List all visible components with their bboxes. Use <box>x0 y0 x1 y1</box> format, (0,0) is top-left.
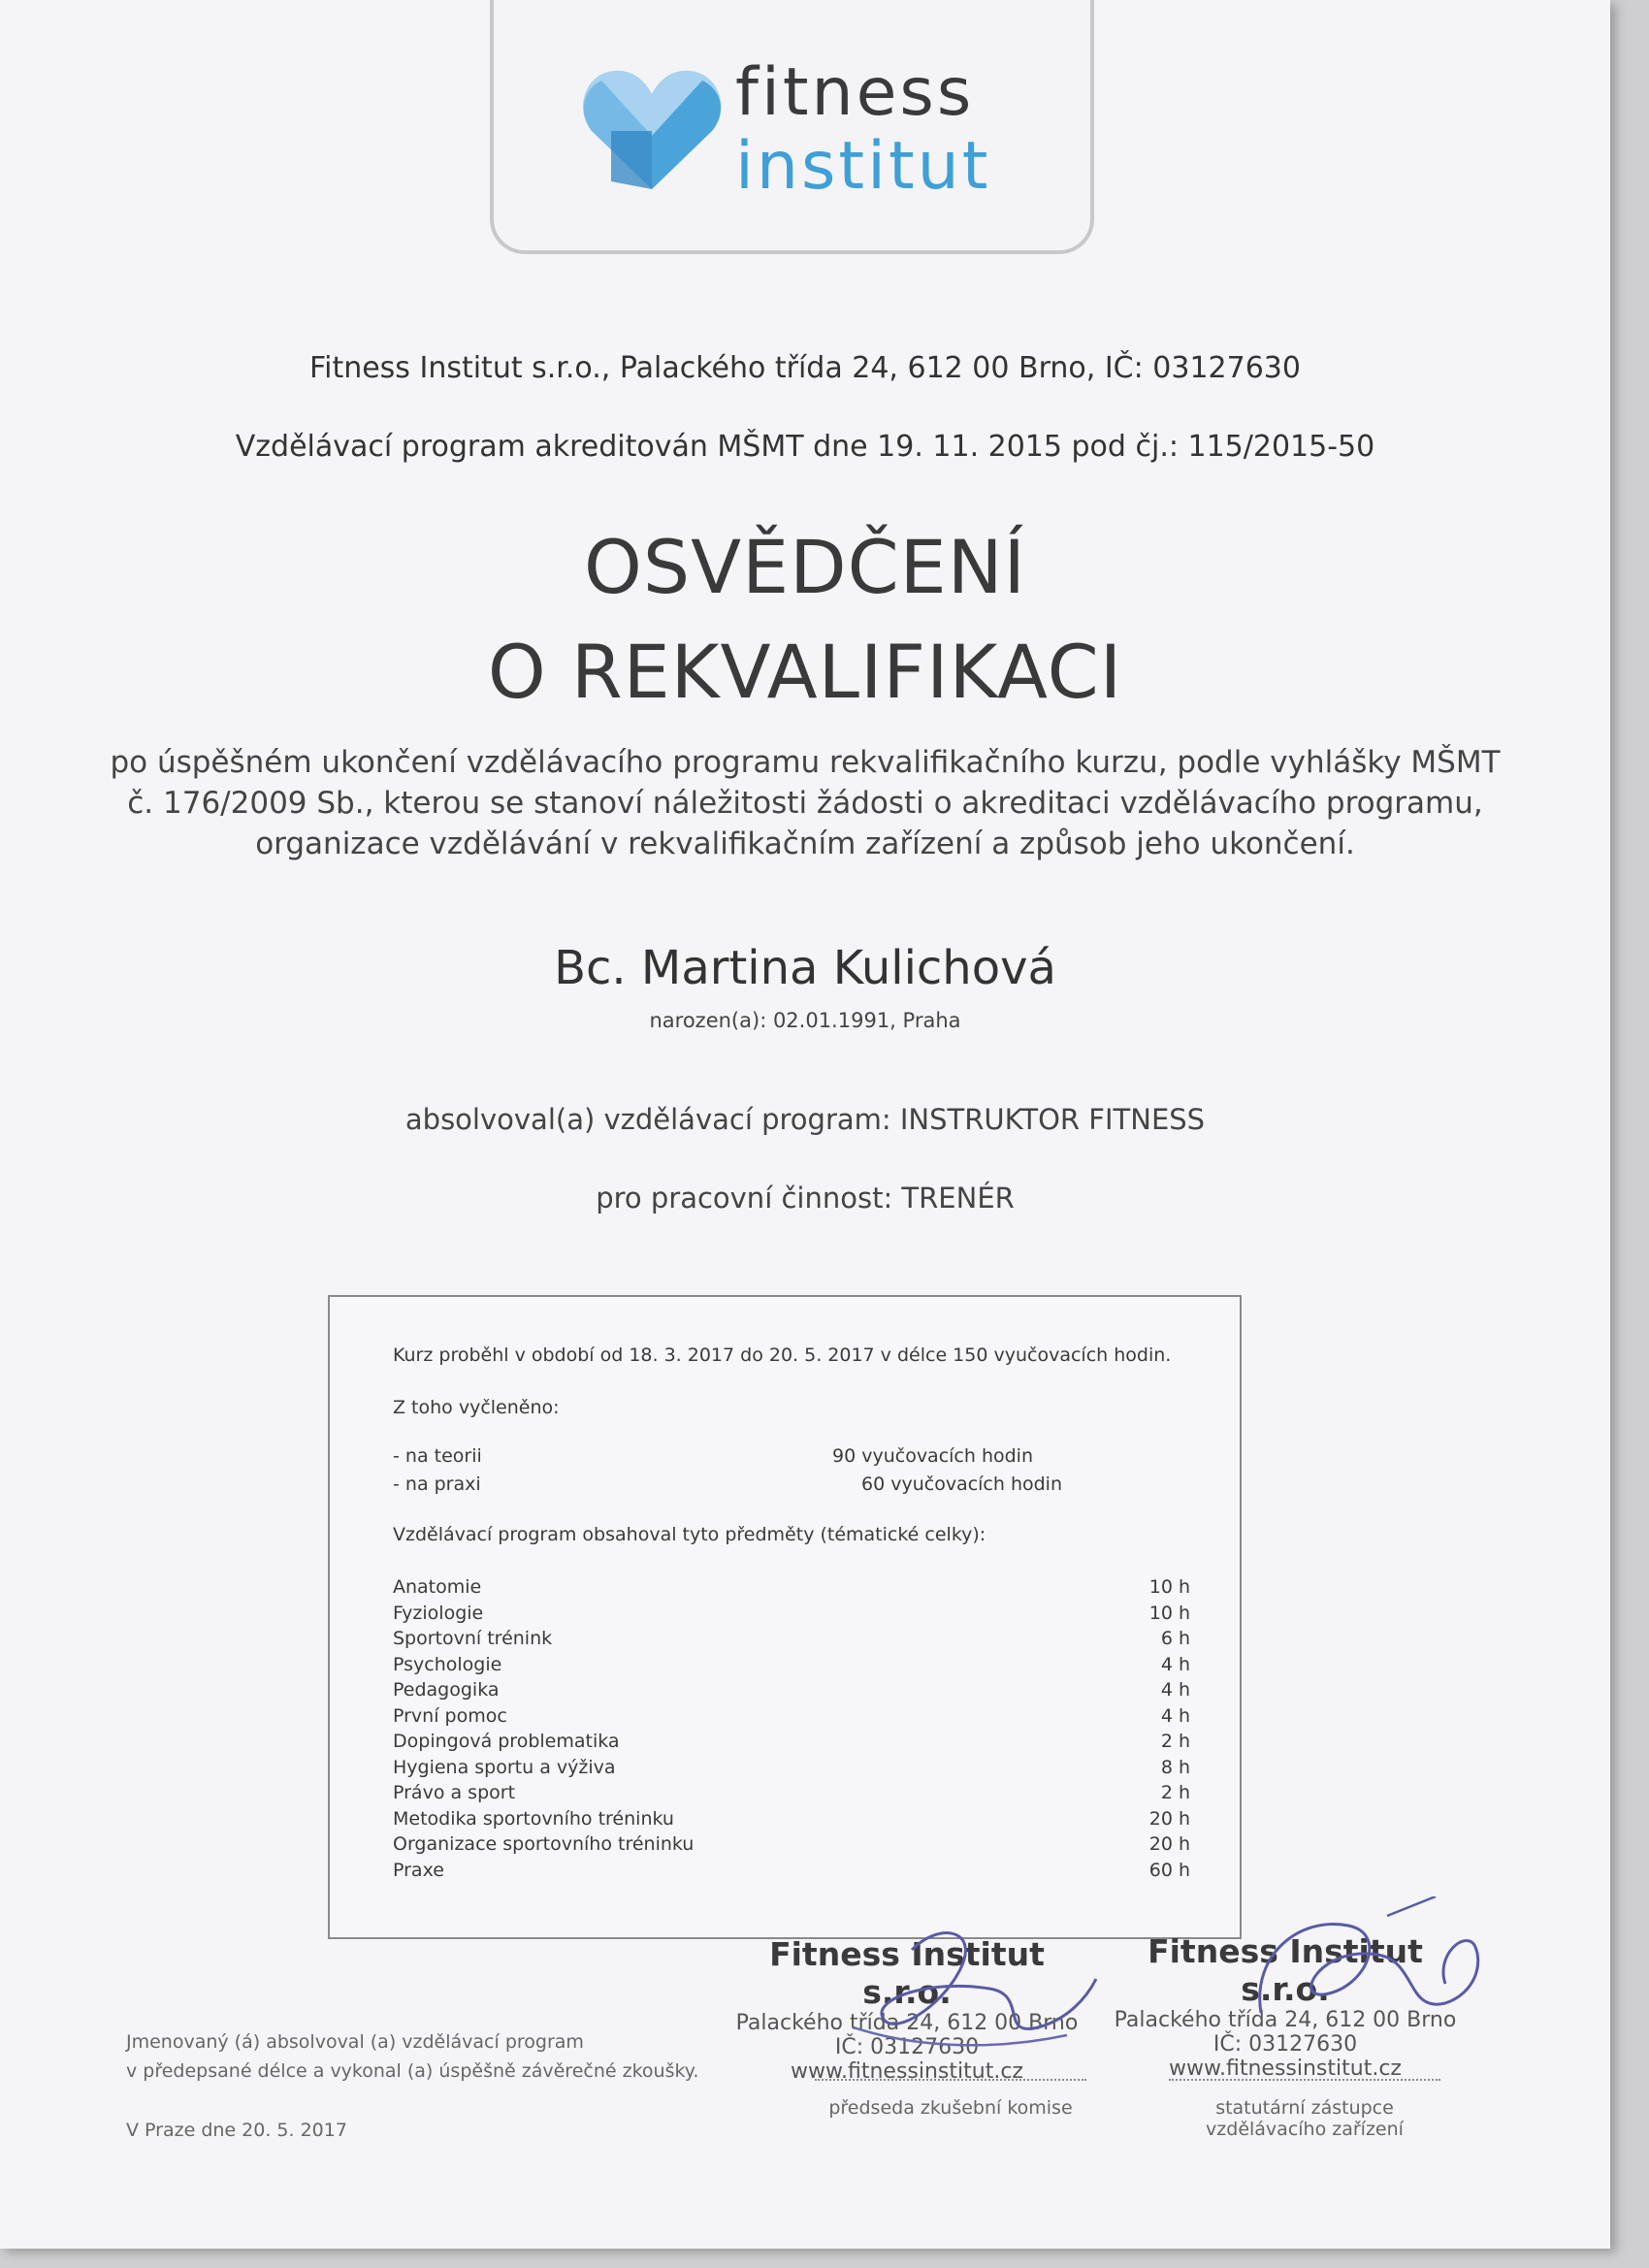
title-line-2: O REKVALIFIKACI <box>487 629 1123 715</box>
subject-name: Pedagogika <box>393 1679 500 1701</box>
completion-note <box>126 2027 698 2086</box>
subject-name: Sportovní trénink <box>393 1628 553 1649</box>
subject-hours: 4 h <box>1160 1705 1190 1727</box>
subject-name: Organizace sportovního tréninku <box>393 1833 695 1855</box>
stamp-left-address: Palackého třída 24, 612 00 Brno <box>735 2011 1079 2035</box>
right-role-line-1: statutární zástupce <box>1215 2097 1394 2119</box>
lead-line-1: po úspěšném ukončení vzdělávacího programu rekvalifikačního kurzu, podle vyhlášky MŠMT <box>110 745 1501 780</box>
stamp-right-web: www.fitnessinstitut.cz <box>1169 2057 1402 2081</box>
subject-row <box>393 1603 1190 1628</box>
subject-row <box>393 1705 1190 1731</box>
subject-row <box>393 1833 1190 1859</box>
stamp-right-address: Palackého třída 24, 612 00 Brno <box>1114 2008 1457 2032</box>
subject-hours: 2 h <box>1160 1782 1190 1803</box>
signature-line-left <box>815 2079 1086 2081</box>
completion-note-line-2: v předepsané délce a vykonal (a) úspěšně závěrečné zkoušky. <box>126 2060 699 2082</box>
work-line: pro pracovní činnost: TRENÉR <box>596 1182 1015 1215</box>
lead-paragraph <box>0 742 1610 864</box>
heart-logo-icon <box>582 63 723 194</box>
theory-label: - na teorii <box>393 1445 482 1467</box>
company-line: Fitness Institut s.r.o., Palackého třída 24, 612 00 Brno, IČ: 03127630 <box>309 351 1301 385</box>
subject-name: Hygiena sportu a výživa <box>393 1757 616 1778</box>
subject-row <box>393 1576 1190 1602</box>
subject-row <box>393 1679 1190 1704</box>
place-date: V Praze dne 20. 5. 2017 <box>126 2120 347 2141</box>
stamp-right-ic: IČ: 03127630 <box>1212 2032 1358 2057</box>
stamp-left-ic: IČ: 03127630 <box>834 2035 980 2059</box>
title-line-1: OSVĚDČENÍ <box>584 524 1026 610</box>
subject-row <box>393 1782 1190 1807</box>
subject-name: První pomoc <box>393 1705 507 1727</box>
lead-line-2: č. 176/2009 Sb., kterou se stanoví náležitosti žádosti o akreditaci vzdělávacího programu, <box>127 786 1483 821</box>
logo-word-institut: institut <box>735 128 991 205</box>
accreditation-line: Vzdělávací program akreditován MŠMT dne 19. 11. 2015 pod čj.: 115/2015-50 <box>235 430 1375 464</box>
subject-row <box>393 1860 1190 1885</box>
subject-hours: 2 h <box>1160 1731 1190 1752</box>
theory-hours: 90 vyučovacích hodin <box>832 1445 1034 1467</box>
stamp-left-company: Fitness Institut s.r.o. <box>769 1935 1045 2011</box>
stamp-right-company: Fitness Institut s.r.o. <box>1148 1932 1423 2008</box>
subject-name: Fyziologie <box>393 1603 484 1624</box>
subject-name: Praxe <box>393 1860 444 1881</box>
completion-note-line-1: Jmenovaný (á) absolvoval (a) vzdělávací program <box>126 2031 584 2053</box>
subject-hours: 10 h <box>1148 1603 1190 1624</box>
course-split-label: Z toho vyčleněno: <box>393 1397 560 1418</box>
person-birth: narozen(a): 02.01.1991, Praha <box>649 1009 961 1032</box>
subject-row <box>393 1654 1190 1679</box>
subject-name: Anatomie <box>393 1576 482 1598</box>
subject-hours: 60 h <box>1148 1860 1190 1881</box>
stamp-left-web: www.fitnessinstitut.cz <box>791 2059 1023 2084</box>
subject-name: Právo a sport <box>393 1782 516 1803</box>
subject-hours: 20 h <box>1148 1833 1190 1855</box>
subject-hours: 10 h <box>1148 1576 1190 1598</box>
subject-hours: 8 h <box>1160 1757 1190 1778</box>
subject-row <box>393 1808 1190 1833</box>
subject-name: Metodika sportovního tréninku <box>393 1808 674 1830</box>
signature-line-right <box>1169 2079 1440 2081</box>
subject-row <box>393 1628 1190 1653</box>
left-signatory-role: předseda zkušební komise <box>828 2097 1073 2119</box>
logo-word-fitness: fitness <box>735 54 975 131</box>
subject-name: Dopingová problematika <box>393 1731 620 1752</box>
subject-hours: 6 h <box>1160 1628 1190 1649</box>
right-role-line-2: vzdělávacího zařízení <box>1206 2119 1404 2140</box>
subject-row <box>393 1731 1190 1756</box>
signature-left-icon <box>795 1911 1116 2076</box>
right-signatory-role <box>1159 2097 1450 2140</box>
lead-line-3: organizace vzdělávání v rekvalifikačním zařízení a způsob jeho ukončení. <box>255 826 1355 861</box>
signature-right-icon <box>1183 1896 1504 2052</box>
subject-hours: 4 h <box>1160 1654 1190 1675</box>
subject-row <box>393 1757 1190 1782</box>
practice-hours: 60 vyučovacích hodin <box>861 1474 1063 1495</box>
subject-name: Psychologie <box>393 1654 502 1675</box>
subject-hours: 4 h <box>1160 1679 1190 1701</box>
course-period: Kurz proběhl v období od 18. 3. 2017 do 20. 5. 2017 v délce 150 vyučovacích hodin. <box>393 1345 1172 1366</box>
subjects-label: Vzdělávací program obsahoval tyto předměty (tématické celky): <box>393 1524 986 1545</box>
subject-hours: 20 h <box>1148 1808 1190 1830</box>
practice-label: - na praxi <box>393 1474 481 1495</box>
program-line: absolvoval(a) vzdělávací program: INSTRUKTOR FITNESS <box>404 1103 1206 1136</box>
person-name: Bc. Martina Kulichová <box>554 941 1056 995</box>
